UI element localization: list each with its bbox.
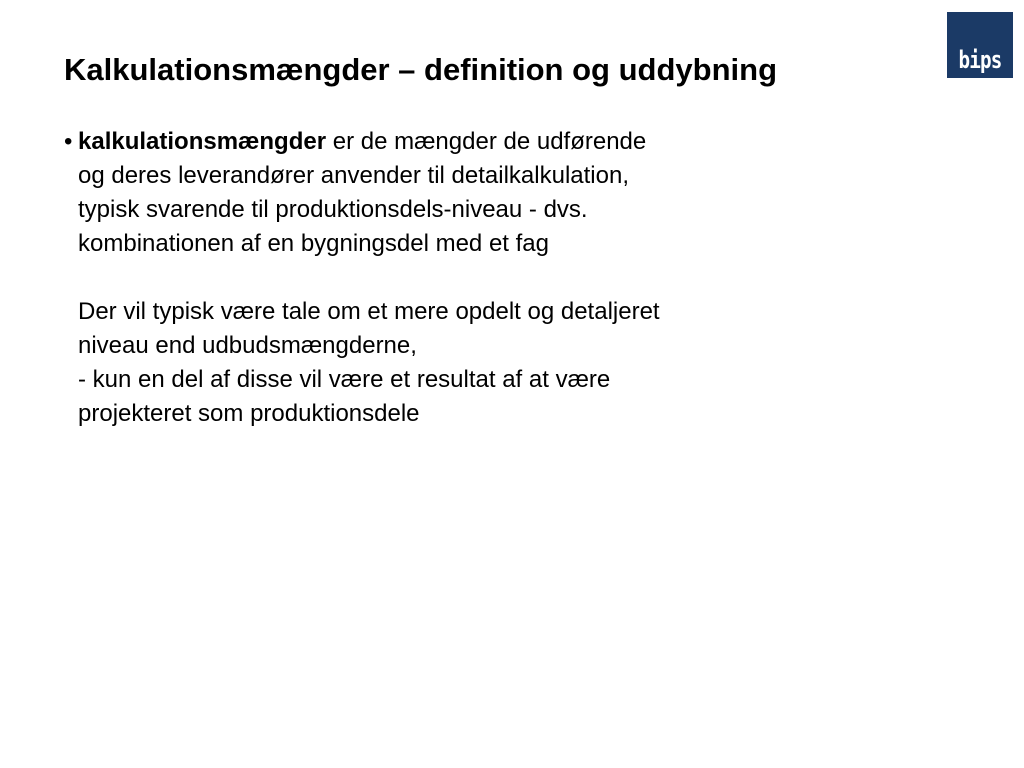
paragraph1-line: typisk svarende til produktionsdels-niveau - dvs. — [78, 196, 588, 223]
bips-logo — [947, 12, 1013, 78]
logo-text: bips — [958, 46, 1002, 74]
paragraph2-line: Der vil typisk være tale om et mere opdelt og detaljeret — [78, 298, 660, 325]
paragraph2-line: - kun en del af disse vil være et resultat af at være — [78, 366, 611, 393]
paragraph1-line: kombinationen af en bygningsdel med et fag — [78, 230, 549, 257]
paragraph1-line: og deres leverandører anvender til detailkalkulation, — [78, 162, 629, 189]
defined-term: kalkulationsmængder — [78, 128, 327, 155]
bullet-icon: • — [64, 128, 73, 155]
paragraph2-line: niveau end udbudsmængderne, — [78, 332, 417, 359]
paragraph-spacer — [64, 261, 964, 295]
definition-text: er de mængder de udførende — [326, 128, 647, 155]
slide-title: Kalkulationsmængder – definition og uddybning — [64, 52, 777, 87]
paragraph2-line: projekteret som produktionsdele — [78, 400, 420, 427]
bullet-first-line — [64, 125, 964, 159]
slide-body — [64, 125, 964, 431]
